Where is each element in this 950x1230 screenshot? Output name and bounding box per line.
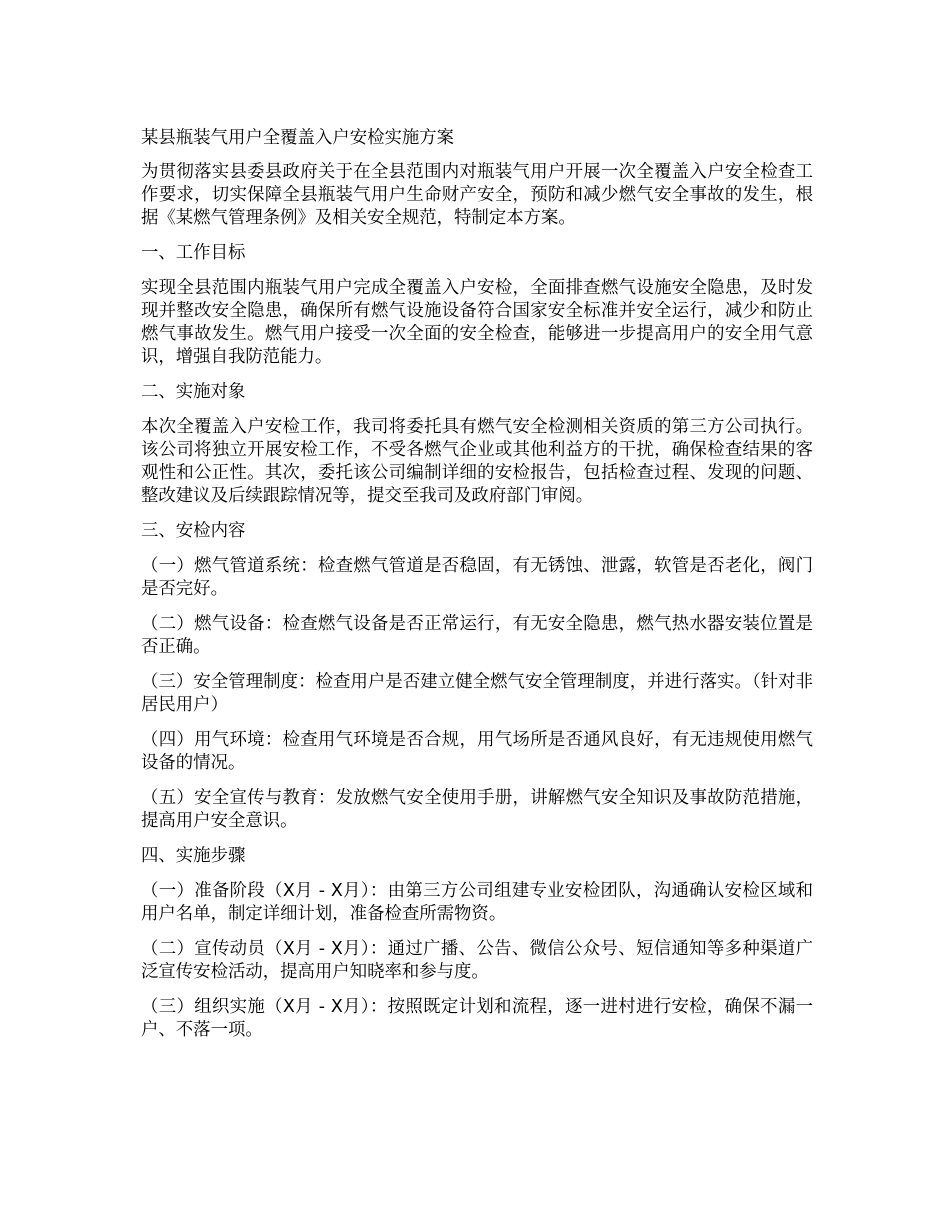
section-heading: 二、实施对象 [141, 382, 246, 402]
section-inspection-content [141, 520, 813, 833]
list-item: （一）准备阶段（X月 - X月）：由第三方公司组建专业安检团队，沟通确认安检区域和用户名单，制定详细计划，准备检查所需物资。 [141, 881, 813, 924]
section-heading: 一、工作目标 [141, 243, 246, 263]
section-paragraph: 实现全县范围内瓶装气用户完成全覆盖入户安检，全面排查燃气设施安全隐患，及时发现并整改安全隐患，确保所有燃气设施设备符合国家安全标准并安全运行，减少和防止燃气事故发生。燃气用户接受一次全面的安全检查，能够进一步提高用户的安全用气意识，增强自我防范能力。 [141, 278, 813, 367]
list-item: （一）燃气管道系统：检查燃气管道是否稳固，有无锈蚀、泄露，软管是否老化，阀门是否完好。 [141, 556, 813, 599]
section-paragraph: 本次全覆盖入户安检工作，我司将委托具有燃气安全检测相关资质的第三方公司执行。该公司将独立开展安检工作，不受各燃气企业或其他利益方的干扰，确保检查结果的客观性和公正性。其次，委托该公司编制详细的安检报告，包括检查过程、发现的问题、整改建议及后续跟踪情况等，提交至我司及政府部门审阅。 [141, 417, 813, 506]
section-heading: 三、安检内容 [141, 521, 246, 541]
list-item: （三）组织实施（X月 - X月）：按照既定计划和流程，逐一进村进行安检，确保不漏一户、不落一项。 [141, 997, 813, 1040]
section-targets [141, 381, 813, 508]
section-heading: 四、实施步骤 [141, 846, 246, 866]
list-item: （五）安全宣传与教育：发放燃气安全使用手册，讲解燃气安全知识及事故防范措施，提高用户安全意识。 [141, 788, 813, 831]
document-title: 某县瓶装气用户全覆盖入户安检实施方案 [141, 128, 455, 148]
document-page [141, 127, 813, 1054]
list-item: （二）燃气设备：检查燃气设备是否正常运行，有无安全隐患，燃气热水器安装位置是否正确。 [141, 614, 813, 657]
list-item: （四）用气环境：检查用气环境是否合规，用气场所是否通风良好，有无违规使用燃气设备的情况。 [141, 730, 813, 773]
list-item: （三）安全管理制度：检查用户是否建立健全燃气安全管理制度，并进行落实。（针对非居民用户） [141, 672, 813, 715]
intro-paragraph: 为贯彻落实县委县政府关于在全县范围内对瓶装气用户开展一次全覆盖入户安全检查工作要求，切实保障全县瓶装气用户生命财产安全，预防和减少燃气安全事故的发生，根据《某燃气管理条例》及相关安全规范，特制定本方案。 [141, 162, 813, 228]
section-steps [141, 845, 813, 1042]
list-item: （二）宣传动员（X月 - X月）：通过广播、公告、微信公众号、短信通知等多种渠道广泛宣传安检活动，提高用户知晓率和参与度。 [141, 939, 813, 982]
section-goals [141, 242, 813, 369]
